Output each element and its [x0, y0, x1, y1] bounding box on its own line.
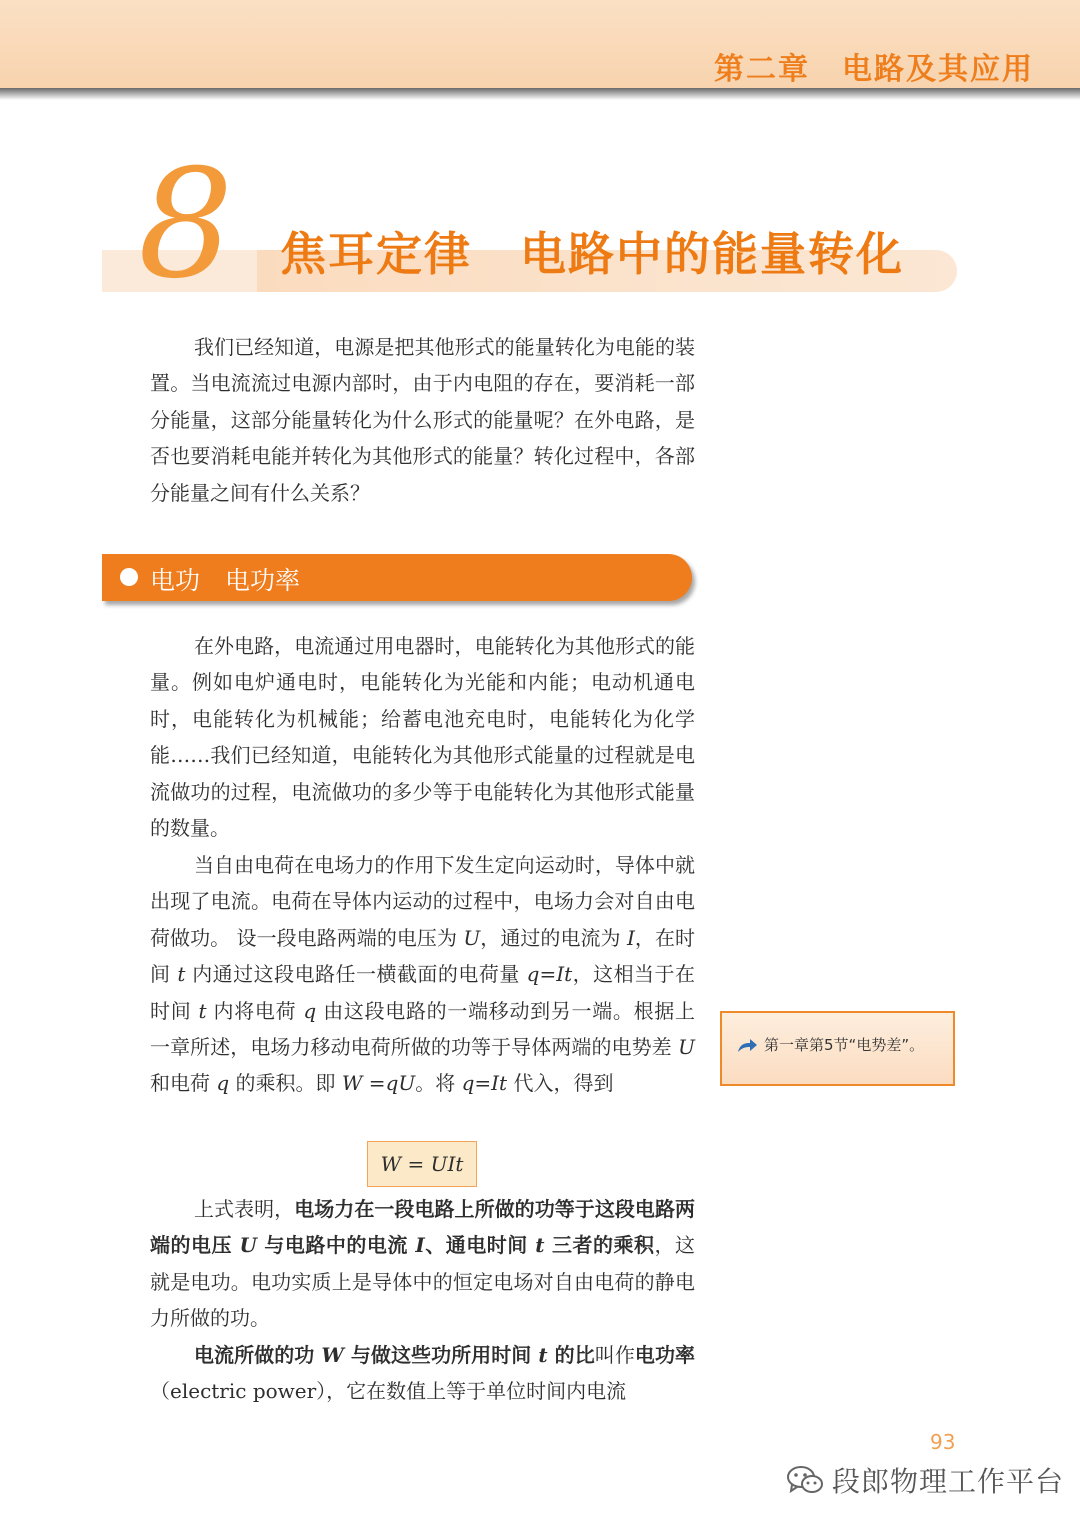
bold-text: 电流所做的功: [194, 1343, 322, 1367]
subsection-header: [102, 554, 692, 601]
section-title: 焦耳定律 电路中的能量转化: [280, 227, 904, 281]
intro-paragraph: 我们已经知道，电源是把其他形式的能量转化为电能的装置。当电流流过电源内部时，由于内电阻的存在，要消耗一部分能量，这部分能量转化为什么形式的能量呢？在外电路，是否也要消耗电能并转化为其他形式的能量？转化过程中，各部分能量之间有什么关系？: [150, 335, 695, 505]
text-span: 代入，得到: [507, 1071, 614, 1096]
text-span: ，这相当于在时间: [150, 962, 696, 1023]
text-span: 内将电荷: [206, 998, 304, 1023]
symbol-t: t: [535, 1233, 545, 1258]
section-number: 8: [138, 138, 234, 312]
sidenote-text: 第一章第5节“电势差”。: [764, 1036, 925, 1054]
bullet-dot-icon: [120, 568, 138, 586]
text-span: 和电荷: [150, 1071, 217, 1096]
text-span: 当自由电荷在电场力的作用下发生定向运动时，导体中就出现了电流。电荷在导体内运动的过程中，电场力会对自由电荷做功。 设一段电路两端的电压为: [150, 853, 695, 950]
text-span: 内通过这段电路任一横截面的电荷量: [185, 962, 527, 987]
text-span: （electric power），它在数值上等于单位时间内电流: [150, 1379, 627, 1404]
bold-text: 与电路中的电流: [256, 1233, 416, 1258]
text-span: 叫作: [594, 1343, 635, 1367]
text-span: 。将: [415, 1071, 462, 1096]
paragraph-electric-work: [150, 1191, 695, 1337]
symbol-U: U: [463, 925, 481, 950]
symbol-W: W: [321, 1343, 344, 1367]
term-electric-power: 电功率: [634, 1343, 696, 1367]
watermark: [786, 1460, 1064, 1500]
symbol-U: U: [239, 1233, 257, 1258]
text-span: ，通过的电流为: [480, 925, 627, 950]
symbol-t: t: [198, 998, 207, 1023]
symbol-I: I: [626, 925, 635, 950]
equation-w-qu: W =qU: [341, 1071, 416, 1096]
text-span: 由这段电路的一端移动到另一端。根据上一章所述，电场力移动电荷所做的功等于导体两端的电势差: [150, 998, 695, 1060]
sidenote-box: [720, 1011, 955, 1086]
symbol-q: q: [303, 998, 317, 1023]
text-span: 上式表明，: [194, 1197, 295, 1221]
bold-text: 、通电时间: [424, 1233, 536, 1258]
bold-text: 三者的乘积: [544, 1233, 655, 1258]
equation-q-it: q=It: [461, 1071, 508, 1096]
text-span: 的乘积。即: [229, 1071, 342, 1096]
wechat-icon: [786, 1464, 824, 1496]
watermark-text: 段郎物理工作平台: [832, 1465, 1065, 1498]
paragraph-electric-power: [150, 1337, 695, 1410]
text-span: ，这就是电功。电功实质上是导体中的恒定电场对自由电荷的静电力所做的功。: [150, 1233, 696, 1331]
page-number: 93: [930, 1430, 956, 1454]
header-shadow: [0, 88, 1080, 100]
symbol-U: U: [678, 1035, 695, 1060]
symbol-t: t: [177, 962, 186, 987]
symbol-t: t: [538, 1343, 548, 1367]
symbol-I: I: [415, 1233, 425, 1258]
symbol-q: q: [216, 1071, 230, 1096]
bold-text: 与做这些功所用时间: [343, 1343, 539, 1367]
subsection-title: 电功 电功率: [150, 566, 301, 595]
bold-text: 的比: [547, 1343, 595, 1367]
formula-box: W = UIt: [367, 1141, 477, 1187]
bold-text: 电场力在一段电路上所做的功等于这段电路两端的电压: [150, 1197, 696, 1258]
paragraph-work-derivation: [150, 847, 695, 1102]
paragraph-energy-conversion: 在外电路，电流通过用电器时，电能转化为其他形式的能量。例如电炉通电时，电能转化为光能和内能；电动机通电时，电能转化为机械能；给蓄电池充电时，电能转化为化学能……我们已经知道，电能转化为其他形式能量的过程就是电流做功的过程，电流做功的多少等于电能转化为其他形式能量的数量。: [150, 634, 695, 841]
chapter-title: 第二章 电路及其应用: [714, 52, 1034, 87]
equation-q-it: q=It: [526, 962, 573, 987]
text-span: ，在时间: [150, 925, 696, 987]
